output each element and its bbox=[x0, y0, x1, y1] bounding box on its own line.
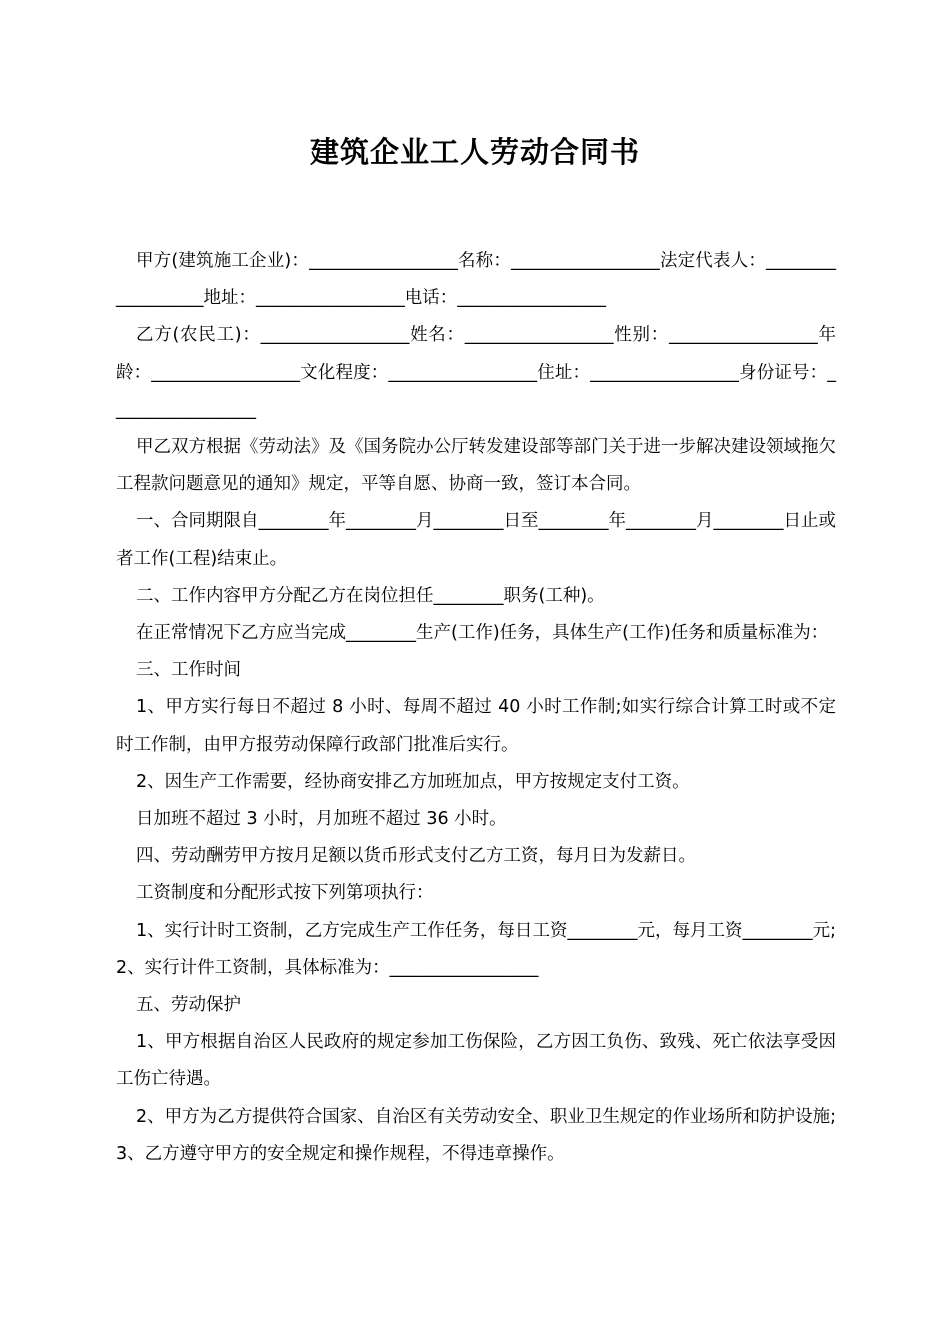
wage-system-paragraph: 工资制度和分配形式按下列第项执行： bbox=[136, 883, 434, 904]
document-title: 建筑企业工人劳动合同书 bbox=[309, 135, 640, 169]
contract-body bbox=[116, 243, 836, 1173]
labor-protection-item-2: 2、甲方为乙方提供符合国家、自治区有关劳动安全、职业卫生规定的作业场所和防护设施;3、乙方遵守甲方的安全规定和操作规程，不得违章操作。 bbox=[116, 1106, 836, 1164]
remuneration-clause: 四、劳动酬劳甲方按月足额以货币形式支付乙方工资，每月日为发薪日。 bbox=[136, 846, 696, 867]
labor-protection-heading: 五、劳动保护 bbox=[136, 995, 241, 1016]
work-content-clause: 二、工作内容甲方分配乙方在岗位担任________职务(工种)。 bbox=[136, 585, 605, 606]
work-task-paragraph: 在正常情况下乙方应当完成________生产(工作)任务，具体生产(工作)任务和质量标准为： bbox=[136, 623, 829, 644]
working-hours-heading: 三、工作时间 bbox=[136, 660, 241, 681]
overtime-limit-paragraph: 日加班不超过 3 小时，月加班不超过 36 小时。 bbox=[136, 809, 507, 830]
labor-protection-item-1: 1、甲方根据自治区人民政府的规定参加工伤保险，乙方因工负伤、致残、死亡依法享受因工伤亡待遇。 bbox=[116, 1032, 836, 1090]
wage-items-paragraph: 1、实行计时工资制，乙方完成生产工作任务，每日工资________元，每月工资________元;2、实行计件工资制，具体标准为：_________________ bbox=[116, 920, 836, 978]
working-hours-item-1: 1、甲方实行每日不超过 8 小时、每周不超过 40 小时工作制;如实行综合计算工时或不定时工作制，由甲方报劳动保障行政部门批准后实行。 bbox=[116, 697, 836, 755]
party-a-info: 甲方(建筑施工企业)：_________________名称：_________________法定代表人：__________________地址：_________________电话：_________________ bbox=[116, 251, 836, 309]
contract-term-clause: 一、合同期限自________年________月________日至________年________月________日止或者工作(工程)结束止。 bbox=[116, 511, 836, 569]
preamble-paragraph: 甲乙双方根据《劳动法》及《国务院办公厅转发建设部等部门关于进一步解决建设领域拖欠工程款问题意见的通知》规定，平等自愿、协商一致，签订本合同。 bbox=[116, 437, 836, 495]
party-b-info: 乙方(农民工)：_________________姓名：_________________性别：_________________年龄：_________________文化程度：_________________住址：_________________身份证号：_________________ bbox=[116, 325, 836, 420]
working-hours-item-2: 2、因生产工作需要，经协商安排乙方加班加点，甲方按规定支付工资。 bbox=[136, 771, 690, 792]
